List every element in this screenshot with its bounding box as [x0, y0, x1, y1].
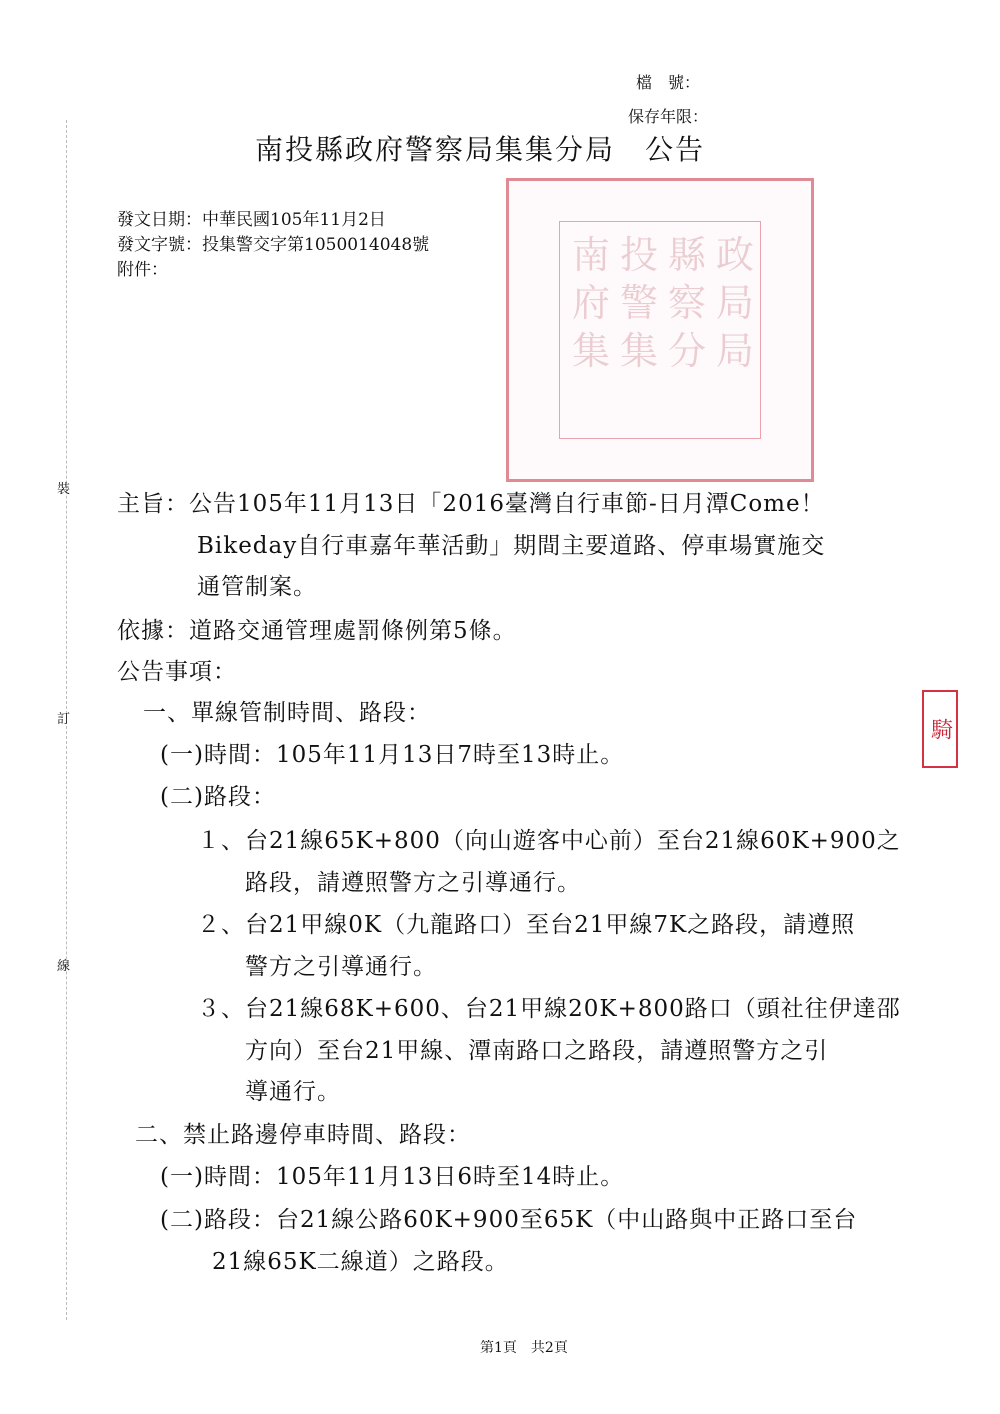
official-seal: [506, 178, 814, 482]
seal-glyph: 集: [619, 329, 658, 373]
road-1-line-1: １、台21線65K+800（向山遊客中心前）至台21線60K+900之: [197, 828, 901, 854]
section-2-heading: 二、禁止路邊停車時間、路段：: [135, 1122, 471, 1148]
seal-glyph: 察: [667, 281, 706, 325]
road-3-line-2: 方向）至台21甲線、潭南路口之路段，請遵照警方之引: [245, 1038, 829, 1064]
seal-glyph: 集: [571, 329, 610, 373]
seal-glyph: 局: [715, 329, 754, 373]
binding-char-zhuang: 裝: [57, 482, 71, 497]
seal-glyph: 投: [619, 233, 658, 277]
seal-glyph: [615, 375, 663, 423]
page-number: 第1頁 共2頁: [480, 1340, 568, 1356]
file-number-label: 檔 號：: [636, 73, 701, 92]
binding-char-ding: 訂: [57, 712, 71, 727]
subject-line-2: Bikeday自行車嘉年華活動」期間主要道路、停車場實施交: [197, 533, 826, 559]
section-2-road-line-1: (二)路段：台21線公路60K+900至65K（中山路與中正路口至台: [160, 1207, 858, 1233]
attachment-label: 附件：: [117, 260, 168, 280]
section-1-road-label: (二)路段：: [160, 784, 276, 810]
seal-glyph: 政: [715, 233, 754, 277]
legal-basis: 依據：道路交通管理處罰條例第5條。: [117, 618, 517, 644]
subject-line-1: 主旨：公告105年11月13日「2016臺灣自行車節-日月潭Come！: [117, 491, 825, 517]
seal-glyph: 南: [571, 233, 610, 277]
section-1-time: (一)時間：105年11月13日7時至13時止。: [160, 742, 625, 768]
announcement-items-heading: 公告事項：: [117, 659, 237, 685]
subject-line-3: 通管制案。: [197, 574, 317, 600]
seal-glyph: 縣: [667, 233, 706, 277]
document-number: 發文字號：投集警交字第1050014048號: [117, 235, 430, 255]
road-2-line-1: ２、台21甲線0K（九龍路口）至台21甲線7K之路段，請遵照: [197, 912, 856, 938]
seal-glyph: 警: [619, 281, 658, 325]
seal-glyph: 分: [667, 329, 706, 373]
road-3-line-1: ３、台21線68K+600、台21甲線20K+800路口（頭社往伊達邵: [197, 996, 901, 1022]
road-2-line-2: 警方之引導通行。: [245, 954, 437, 980]
section-1-heading: 一、單線管制時間、路段：: [143, 700, 431, 726]
seal-glyph: [663, 375, 711, 423]
section-2-time: (一)時間：105年11月13日6時至14時止。: [160, 1164, 625, 1190]
road-1-line-2: 路段，請遵照警方之引導通行。: [245, 870, 581, 896]
seal-glyph: 局: [715, 281, 754, 325]
issue-date: 發文日期：中華民國105年11月2日: [117, 210, 386, 230]
section-2-road-line-2: 21線65K二線道）之路段。: [212, 1249, 509, 1275]
retention-period-label: 保存年限：: [628, 107, 709, 126]
red-stamp-text: 騎: [927, 718, 953, 740]
road-3-line-3: 導通行。: [245, 1079, 341, 1105]
seal-glyph: [711, 375, 759, 423]
binding-char-xian: 線: [57, 959, 71, 974]
seal-glyph: [567, 375, 615, 423]
seal-characters: [567, 231, 759, 423]
red-stamp: [922, 690, 958, 768]
document-title: 南投縣政府警察局集集分局 公告: [255, 133, 706, 166]
seal-glyph: 府: [571, 281, 610, 325]
